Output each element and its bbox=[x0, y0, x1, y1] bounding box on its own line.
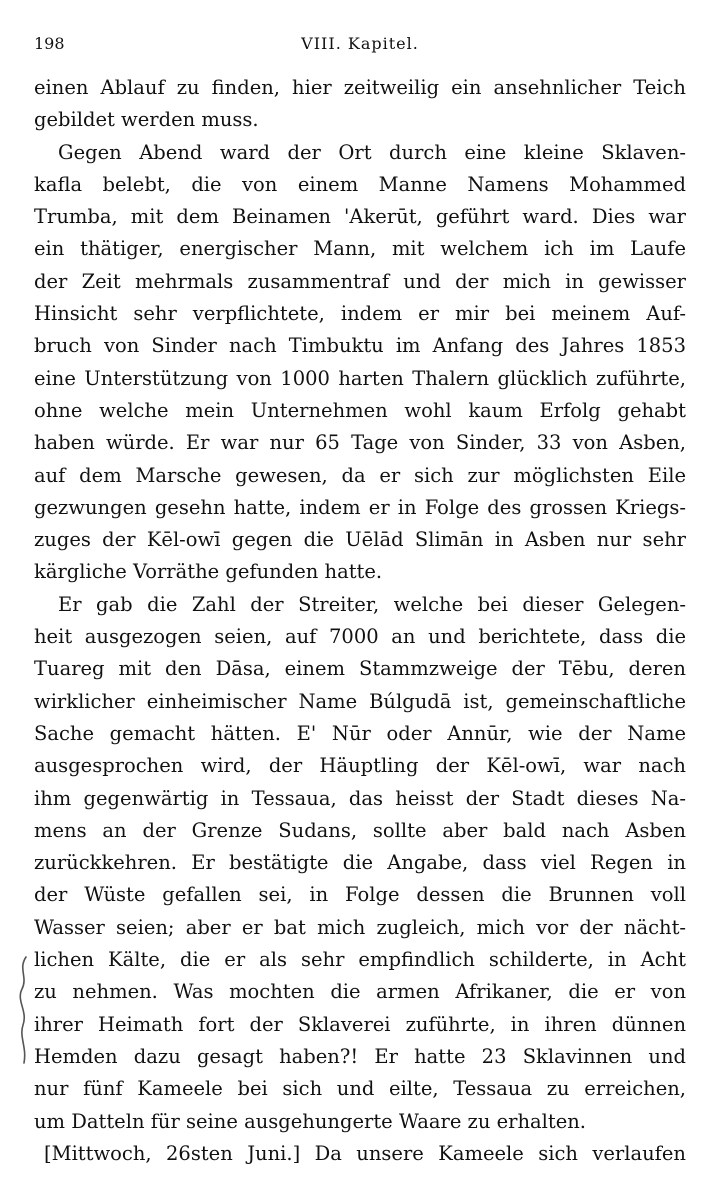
text-line: ausgesprochen wird, der Häuptling der Kēl-owī, war nach bbox=[34, 754, 686, 778]
text-line: [Mittwoch, 26sten Juni.] Da unsere Kameele sich verlaufen bbox=[44, 1141, 686, 1165]
text-line: ohne welche mein Unternehmen wohl kaum Erfolg gehabt bbox=[34, 398, 686, 422]
text-line: nur fünf Kameele bei sich und eilte, Tessaua zu erreichen, bbox=[34, 1077, 686, 1101]
text-line: auf dem Marsche gewesen, da er sich zur möglichsten Eile bbox=[34, 463, 686, 487]
text-line: zu nehmen. Was mochten die armen Afrikaner, die er von bbox=[34, 980, 686, 1004]
text-line: Trumba, mit dem Beinamen 'Akerūt, geführt ward. Dies war bbox=[34, 205, 686, 229]
text-line: ein thätiger, energischer Mann, mit welchem ich im Laufe bbox=[34, 237, 686, 261]
text-line: heit ausgezogen seien, auf 7000 an und berichtete, dass die bbox=[34, 625, 686, 649]
text-line: Tuareg mit den Dāsa, einem Stammzweige der Tēbu, deren bbox=[34, 657, 686, 681]
text-line: ihrer Heimath fort der Sklaverei zuführte, in ihren dünnen bbox=[34, 1012, 686, 1036]
text-line: gebildet werden muss. bbox=[34, 108, 259, 132]
text-line: Er gab die Zahl der Streiter, welche bei dieser Gelegen- bbox=[58, 592, 686, 616]
text-line: wirklicher einheimischer Name Búlgudā ist, gemeinschaftliche bbox=[34, 689, 686, 713]
text-line: mens an der Grenze Sudans, sollte aber bald nach Asben bbox=[34, 818, 686, 842]
text-line: Wasser seien; aber er bat mich zugleich, mich vor der nächt- bbox=[34, 915, 686, 939]
running-head: VIII. Kapitel. bbox=[301, 34, 419, 53]
margin-pencil-mark bbox=[14, 955, 32, 1065]
text-line: gezwungen gesehn hatte, indem er in Folge des grossen Kriegs- bbox=[34, 495, 686, 519]
text-line: haben würde. Er war nur 65 Tage von Sinder, 33 von Asben, bbox=[34, 431, 686, 455]
text-line: Gegen Abend ward der Ort durch eine kleine Sklaven- bbox=[58, 140, 686, 164]
text-line: bruch von Sinder nach Timbuktu im Anfang des Jahres 1853 bbox=[34, 334, 686, 358]
text-line: Hemden dazu gesagt haben?! Er hatte 23 Sklavinnen und bbox=[34, 1044, 686, 1068]
text-line: der Wüste gefallen sei, in Folge dessen die Brunnen voll bbox=[34, 883, 686, 907]
page-number: 198 bbox=[34, 34, 65, 53]
text-line: kärgliche Vorräthe gefunden hatte. bbox=[34, 560, 383, 584]
text-line: ihm gegenwärtig in Tessaua, das heisst der Stadt dieses Na- bbox=[34, 786, 686, 810]
text-line: eine Unterstützung von 1000 harten Thalern glücklich zuführte, bbox=[34, 366, 686, 390]
text-line: Hinsicht sehr verpflichtete, indem er mir bei meinem Auf- bbox=[34, 302, 686, 326]
body-text bbox=[34, 72, 686, 1170]
text-line: der Zeit mehrmals zusammentraf und der mich in gewisser bbox=[34, 269, 686, 293]
text-line: zurückkehren. Er bestätigte die Angabe, dass viel Regen in bbox=[34, 851, 686, 875]
text-line: einen Ablauf zu finden, hier zeitweilig ein ansehnlicher Teich bbox=[34, 76, 686, 99]
page-header bbox=[34, 34, 686, 58]
text-line: kafla belebt, die von einem Manne Namens Mohammed bbox=[34, 172, 686, 196]
text-line: zuges der Kēl-owī gegen die Uēlād Slimān in Asben nur sehr bbox=[34, 528, 686, 552]
text-line: lichen Kälte, die er als sehr empfindlich schilderte, in Acht bbox=[34, 948, 686, 972]
text-line: Sache gemacht hätten. E' Nūr oder Annūr, wie der Name bbox=[34, 721, 686, 745]
text-line: um Datteln für seine ausgehungerte Waare zu erhalten. bbox=[34, 1109, 587, 1133]
